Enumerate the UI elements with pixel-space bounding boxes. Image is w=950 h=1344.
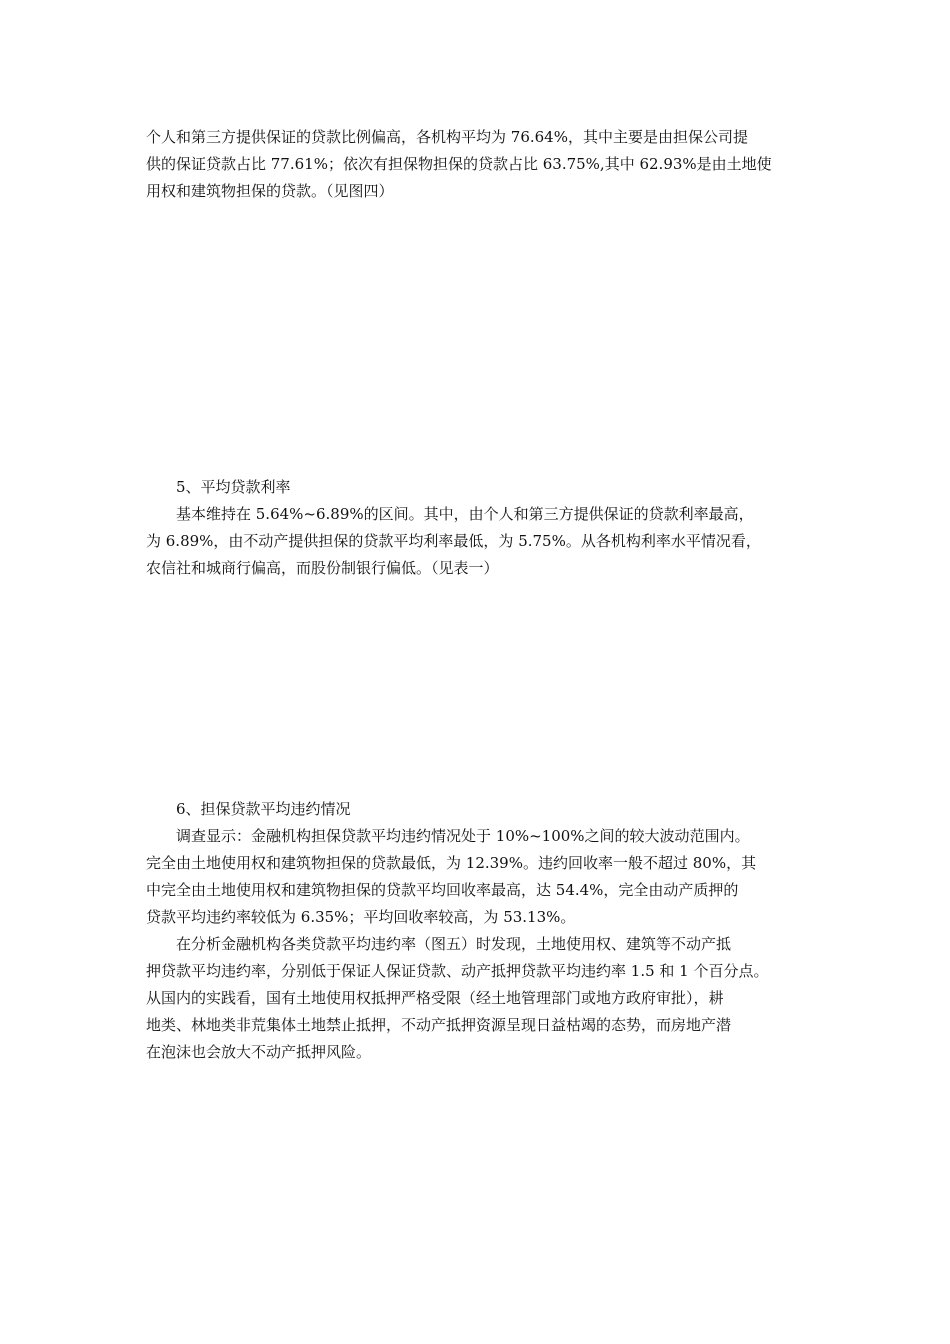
paragraph-line: 农信社和城商行偏高，而股份制银行偏低。（见表一） <box>146 559 499 577</box>
paragraph-line: 地类、林地类非荒集体土地禁止抵押，不动产抵押资源呈现日益枯竭的态势，而房地产潜 <box>146 1016 732 1034</box>
section-5-interest-rate <box>146 474 814 582</box>
paragraph-line: 完全由土地使用权和建筑物担保的贷款最低，为 12.39%。违约回收率一般不超过 80%，其 <box>146 854 757 872</box>
section-heading: 5、平均贷款利率 <box>176 478 291 496</box>
paragraph-line: 个人和第三方提供保证的贷款比例偏高，各机构平均为 76.64%，其中主要是由担保公司提 <box>146 128 748 146</box>
paragraph-line: 基本维持在 5.64%~6.89%的区间。其中，由个人和第三方提供保证的贷款利率最高， <box>176 505 754 523</box>
paragraph-line: 在分析金融机构各类贷款平均违约率（图五）时发现，土地使用权、建筑等不动产抵 <box>176 935 732 953</box>
paragraph-line: 在泡沫也会放大不动产抵押风险。 <box>146 1043 372 1061</box>
paragraph-line: 贷款平均违约率较低为 6.35%；平均回收率较高，为 53.13%。 <box>146 908 576 926</box>
paragraph-line: 供的保证贷款占比 77.61%；依次有担保物担保的贷款占比 63.75%,其中 62.93%是由土地使 <box>146 155 772 173</box>
paragraph-line: 从国内的实践看，国有土地使用权抵押严格受限（经土地管理部门或地方政府审批），耕 <box>146 989 724 1007</box>
paragraph-line: 调查显示：金融机构担保贷款平均违约情况处于 10%~100%之间的较大波动范围内。 <box>176 827 750 845</box>
paragraph-line: 用权和建筑物担保的贷款。（见图四） <box>146 182 394 200</box>
section-heading: 6、担保贷款平均违约情况 <box>176 800 351 818</box>
guarantee-ratio-paragraph <box>146 124 814 205</box>
paragraph-line: 押贷款平均违约率，分别低于保证人保证贷款、动产抵押贷款平均违约率 1.5 和 1 个百分点。 <box>146 962 769 980</box>
paragraph-line: 中完全由土地使用权和建筑物担保的贷款平均回收率最高，达 54.4%，完全由动产质押的 <box>146 881 739 899</box>
paragraph-line: 为 6.89%，由不动产提供担保的贷款平均利率最低，为 5.75%。从各机构利率水平情况看， <box>146 532 761 550</box>
section-6-default-rate <box>146 796 814 1066</box>
